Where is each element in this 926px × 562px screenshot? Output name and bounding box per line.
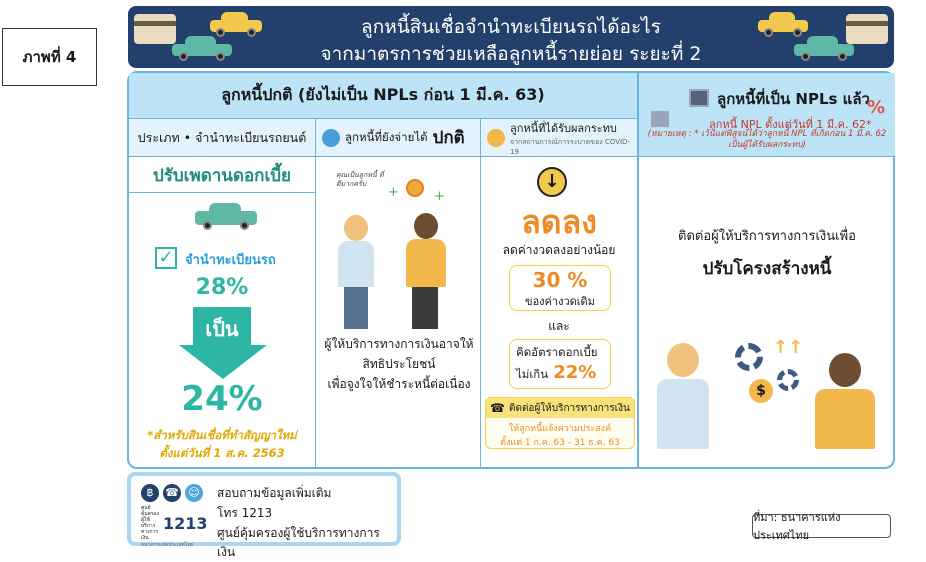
normal-debtor-header: ลูกหนี้ปกติ (ยังไม่เป็น NPLs ก่อน 1 มี.ค. 63): [129, 73, 639, 119]
hand-coin-icon: [487, 129, 505, 147]
old-rate: 28%: [195, 275, 249, 300]
banner-title-line1: ลูกหนี้สินเชื่อจำนำทะเบียนรถได้อะไร: [361, 16, 661, 38]
contact-panel: [485, 397, 635, 449]
person-icon: [344, 215, 368, 241]
phone-icon: ☎: [163, 484, 181, 502]
person-legs: [344, 287, 368, 329]
percent-pill: [509, 265, 611, 311]
contact-label: ติดต่อผู้ให้บริการทางการเงิน: [508, 402, 630, 414]
person-shirt: [657, 379, 709, 449]
affected-column: [481, 157, 639, 467]
coin-icon: $: [749, 379, 773, 403]
fcc-logo: [141, 484, 211, 548]
and-label: และ: [548, 319, 570, 333]
logo-number: 1213: [163, 513, 208, 533]
building-icon: [651, 111, 669, 127]
source-label: ที่มา: ธนาคารแห่งประเทศไทย: [752, 514, 891, 538]
info-table: [127, 71, 895, 469]
checkbox-icon: ✓: [155, 247, 177, 269]
credit-card-icon: [846, 14, 888, 44]
down-arrow-head: [179, 345, 267, 379]
phone-icon: ☎: [490, 401, 505, 415]
restructure-line1: ติดต่อผู้ให้บริการทางการเงินเพื่อ: [678, 229, 856, 244]
rate-value: 22%: [553, 362, 597, 383]
up-arrows-icon: ↑↑: [773, 337, 804, 358]
rate-label: คิดอัตราดอกเบี้ย: [516, 345, 598, 359]
medal-icon: [406, 179, 424, 197]
interest-cap-column: [129, 157, 316, 467]
check-label: จำนำทะเบียนรถ: [185, 253, 276, 268]
contact-sub2: ตั้งแต่ 1 ก.ค. 63 - 31 ธ.ค. 63: [500, 438, 620, 448]
person-legs: [412, 287, 438, 329]
baht-icon: ฿: [141, 484, 159, 502]
contact-line1: สอบถามข้อมูลเพิ่มเติม: [217, 486, 332, 500]
yellow-car-icon: [758, 12, 808, 38]
person-shirt: [338, 241, 374, 287]
rate-pill: [509, 339, 611, 389]
interest-cap-title: ปรับเพดานดอกเบี้ย: [129, 159, 315, 193]
new-rate: 24%: [181, 379, 263, 419]
person-icon: [667, 343, 699, 377]
person-icon: [829, 353, 861, 387]
smile-icon: ☺: [185, 484, 203, 502]
person-jacket: [406, 239, 446, 287]
title-banner: [128, 6, 894, 68]
banner-title-line2: จากมาตรการช่วยเหลือลูกหนี้รายย่อย ระยะที่ 2: [320, 43, 702, 65]
gear-icon: [735, 343, 763, 371]
sparkle-icon: +: [388, 185, 399, 200]
reduce-title: ลดลง: [521, 203, 597, 241]
normal-pay-subheader: ลูกหนี้ที่ยังจ่ายได้ ปกติ: [316, 119, 481, 157]
npl-box-icon: [689, 89, 709, 107]
percent-value: 30 %: [532, 268, 588, 292]
footnote-line2: ตั้งแต่วันที่ 1 ส.ค. 2563: [159, 446, 285, 460]
benefit-line3: เพื่อจูงใจให้ชำระหนี้ต่อเนื่อง: [327, 377, 471, 391]
logo-caption: ศูนย์คุ้มครอง ผู้ใช้บริการ ทางการเงิน: [141, 505, 160, 541]
contact-line3: ศูนย์คุ้มครองผู้ใช้บริการทางการเงิน: [217, 526, 380, 559]
normal-pay-column: [316, 157, 481, 467]
gear-icon: [777, 369, 799, 391]
npl-date-line: ลูกหนี้ NPL ตั้งแต่วันที่ 1 มี.ค. 62*: [709, 118, 872, 131]
npl-column: [639, 157, 895, 467]
arrow-label: เป็น: [205, 317, 239, 341]
reduce-line: ลดค่างวดลงอย่างน้อย: [502, 243, 616, 257]
person-jacket: [815, 389, 875, 449]
npl-note: (หมายเหตุ : * เว้นแต่พิสูจน์ได้ว่าลูกหนี้ NPL ที่เกิดก่อน 1 มี.ค. 62 เป็นผู้ได้รับผลกระทบ): [647, 129, 887, 150]
contact-info-box: [127, 472, 401, 559]
benefit-line2: สิทธิประโยชน์: [362, 357, 436, 371]
sparkle-icon: +: [434, 189, 445, 204]
restructure-line2: ปรับโครงสร้างหนี้: [702, 259, 832, 279]
teal-car-icon: [794, 36, 854, 62]
percent-sub: ของค่างวดเดิม: [525, 295, 595, 308]
contact-line2: โทร 1213: [217, 506, 273, 520]
type-subheader: ประเภท • จำนำทะเบียนรถยนต์: [129, 119, 316, 157]
contact-sub1: ให้ลูกหนี้แจ้งความประสงค์: [508, 424, 612, 434]
rate-prefix: ไม่เกิน: [516, 367, 549, 381]
npl-title: ลูกหนี้ที่เป็น NPLs แล้ว: [717, 90, 870, 108]
affected-subheader: ลูกหนี้ที่ได้รับผลกระทบ จากสถานการณ์การระบาดของ COVID-19: [481, 119, 639, 157]
person-icon: [414, 213, 438, 239]
head-icon: [322, 129, 340, 147]
speech-bubble: คุณเป็นลูกหนี้ ที่ดีมากครับ: [336, 171, 384, 188]
down-circle-icon: ↓: [537, 167, 567, 197]
logo-bank: ธนาคารแห่งประเทศไทย: [141, 542, 194, 548]
figure-label: ภาพที่ 4: [2, 28, 97, 86]
percent-icon: %: [867, 97, 886, 118]
benefit-line1: ผู้ให้บริการทางการเงินอาจให้: [324, 337, 474, 351]
teal-car-icon: [195, 203, 257, 233]
npl-debtor-header: [639, 73, 895, 157]
footnote-line1: *สำหรับสินเชื่อที่ทำสัญญาใหม่: [147, 428, 297, 442]
